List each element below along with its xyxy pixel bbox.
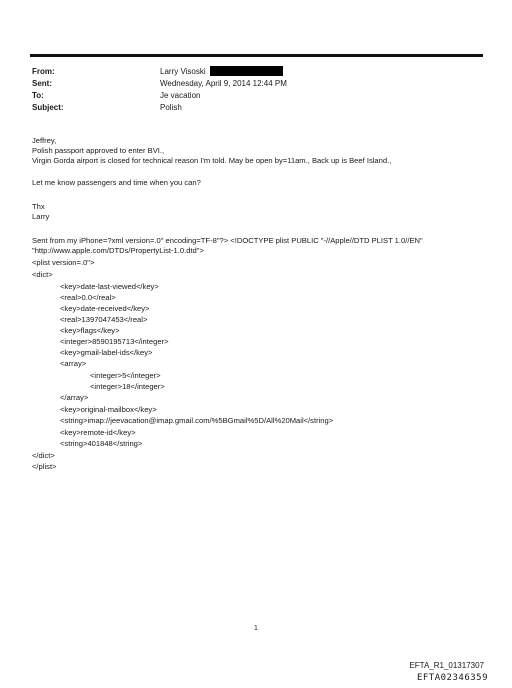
sent-from-line-2: "http://www.apple.com/DTDs/PropertyList-1.0.dtd">	[32, 246, 204, 255]
sent-label: Sent:	[32, 79, 52, 88]
key-date-received: <key>date-received</key>	[60, 304, 150, 313]
subject-label: Subject:	[32, 103, 64, 112]
value-original-mailbox: <string>imap://jeevacation@imap.gmail.com/%5BGmail%5D/All%20Mail</string>	[60, 416, 334, 425]
bates-number-secondary: EFTA02346359	[416, 673, 488, 683]
to-value: Je vacation	[160, 91, 201, 100]
key-flags: <key>flags</key>	[60, 326, 120, 335]
body-line-2: Virgin Gorda airport is closed for technical reason I'm told. May be open by=11am., Back up is Beef Island.,	[32, 156, 392, 165]
value-date-last-viewed: <real>0.0</real>	[60, 293, 116, 302]
from-row	[32, 66, 472, 78]
key-remote-id: <key>remote-id</key>	[60, 428, 136, 437]
subject-value: Polish	[160, 103, 182, 112]
sender-name: Larry Visoski	[160, 67, 206, 76]
key-original-mailbox: <key>original-mailbox</key>	[60, 405, 157, 414]
plist-close: </plist>	[32, 462, 57, 471]
sent-value: Wednesday, April 9, 2014 12:44 PM	[160, 79, 287, 88]
sent-row	[32, 78, 472, 90]
header-divider	[30, 54, 483, 57]
from-label: From:	[32, 67, 55, 76]
sent-from-line-1: Sent from my iPhone=?xml version=.0" encoding=TF-8"?> <!DOCTYPE plist PUBLIC "-//Apple//DTD PLIST 1.0//EN"	[32, 236, 423, 245]
redaction-box	[210, 66, 283, 76]
value-flags: <integer>8590195713</integer>	[60, 337, 169, 346]
dict-open: <dict>	[32, 270, 53, 279]
bates-number-primary: EFTA_R1_01317307	[409, 661, 484, 670]
subject-row	[32, 102, 472, 114]
greeting: Jeffrey,	[32, 136, 57, 145]
dict-close: </dict>	[32, 451, 55, 460]
to-row	[32, 90, 472, 102]
array-item-2: <integer>18</integer>	[90, 382, 165, 391]
value-remote-id: <string>401848</string>	[60, 439, 143, 448]
body-line-1: Polish passport approved to enter BVI.,	[32, 146, 165, 155]
array-item-1: <integer>5</integer>	[90, 371, 161, 380]
array-open: <array>	[60, 359, 87, 368]
array-close: </array>	[60, 393, 89, 402]
key-gmail-label-ids: <key>gmail-label-ids</key>	[60, 348, 153, 357]
body-line-3: Let me know passengers and time when you can?	[32, 178, 201, 187]
page-number: 1	[254, 625, 258, 632]
to-label: To:	[32, 91, 44, 100]
value-date-received: <real>1397047453</real>	[60, 315, 148, 324]
thx-line: Thx	[32, 202, 45, 211]
from-value	[160, 66, 283, 78]
plist-open: <plist version=.0">	[32, 258, 95, 267]
signoff-line: Larry	[32, 212, 50, 221]
key-date-last-viewed: <key>date-last-viewed</key>	[60, 282, 159, 291]
